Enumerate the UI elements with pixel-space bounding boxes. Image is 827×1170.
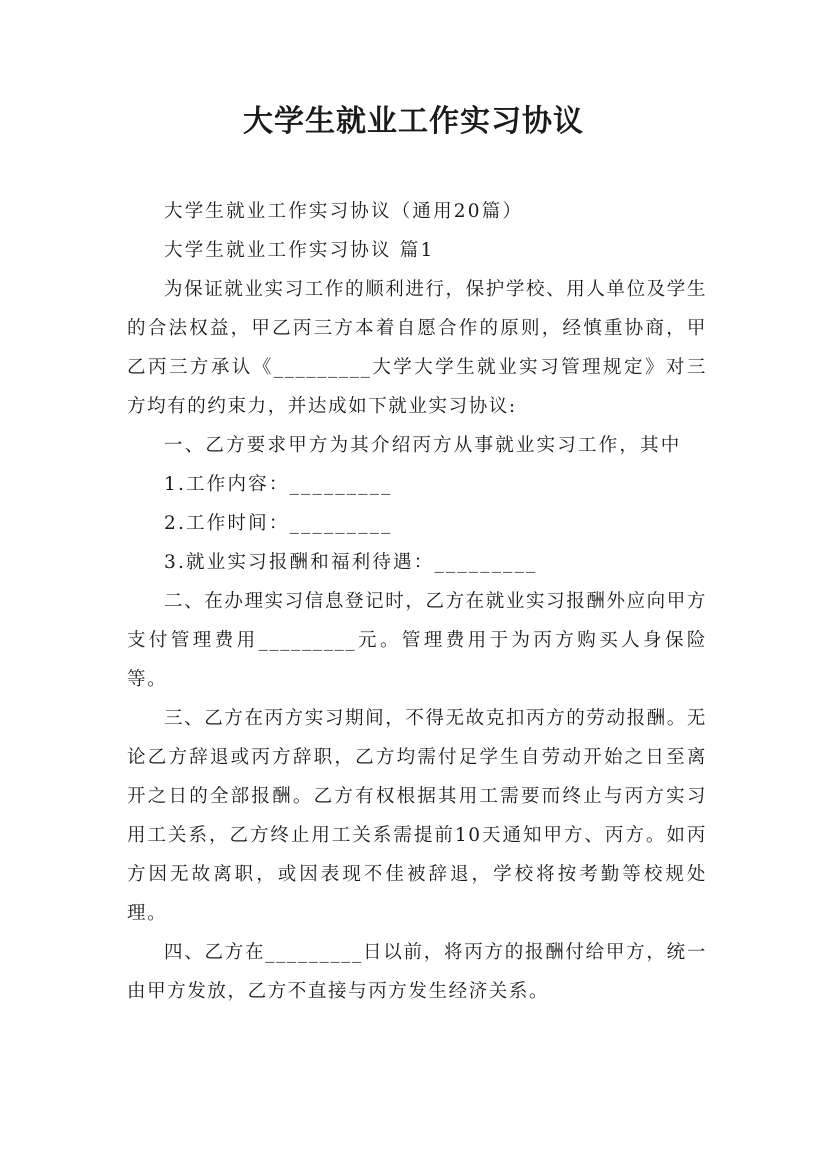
paragraph-preamble: 为保证就业实习工作的顺利进行，保护学校、用人单位及学生的合法权益，甲乙丙三方本着自愿合作的原则，经慎重协商，甲乙丙三方承认《_________大学大学生就业实习管理规定》对三方均有的约束力，并达成如下就业实习协议: [127,279,707,417]
paragraph-item-work-time: 2.工作时间：_________ [164,513,393,534]
paragraph-clause-3: 三、乙方在丙方实习期间，不得无故克扣丙方的劳动报酬。无论乙方辞退或丙方辞职，乙方均需付足学生自劳动开始之日至离开之日的全部报酬。乙方有权根据其用工需要而终止与丙方实习用工关系，乙方终止用工关系需提前10天通知甲方、丙方。如丙方因无故离职，或因表现不佳被辞退，学校将按考勤等校规处理。 [127,708,707,924]
paragraph-subtitle: 大学生就业工作实习协议（通用20篇） [164,201,524,222]
paragraph-item-compensation: 3.就业实习报酬和福利待遇：_________ [164,552,538,573]
document-title: 大学生就业工作实习协议 [243,104,584,139]
document-body [127,192,707,1011]
paragraph-item-work-content: 1.工作内容：_________ [164,474,393,495]
paragraph-section-heading: 大学生就业工作实习协议 篇1 [164,240,435,261]
paragraph-clause-2: 二、在办理实习信息登记时，乙方在就业实习报酬外应向甲方支付管理费用_________元。管理费用于为丙方购买人身保险等。 [127,591,707,690]
paragraph-clause-1: 一、乙方要求甲方为其介绍丙方从事就业实习工作，其中 [164,435,682,456]
paragraph-clause-4: 四、乙方在_________日以前，将丙方的报酬付给甲方，统一由甲方发放，乙方不直接与丙方发生经济关系。 [127,942,707,1002]
